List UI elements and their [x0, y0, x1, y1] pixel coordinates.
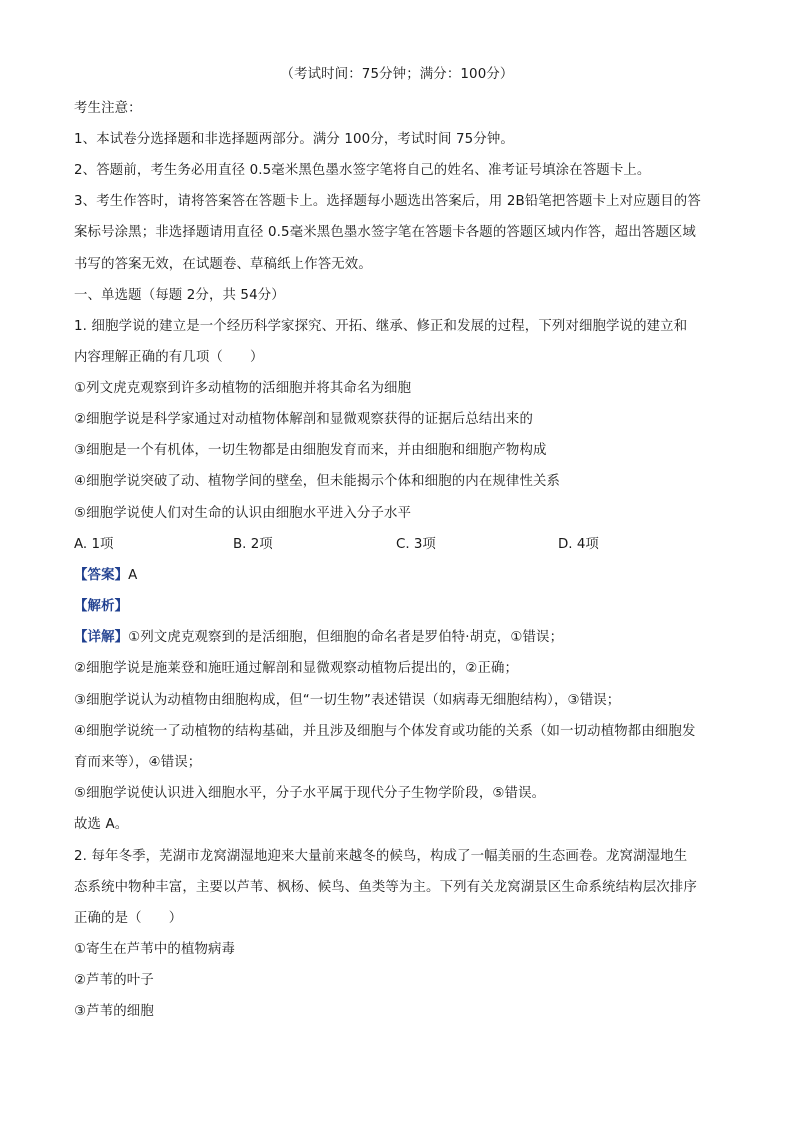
q1-analysis-line	[74, 598, 734, 616]
q1-detail-line: 育而来等），④错误；	[74, 755, 202, 770]
q2-statement: ③芦苇的细胞	[74, 1004, 154, 1019]
notice-item: 3、考生作答时，请将答案答在答题卡上。选择题每小题选出答案后，用 2B铅笔把答题卡上对应题目的答	[74, 194, 701, 209]
q1-detail-line: ⑤细胞学说使认识进入细胞水平，分子水平属于现代分子生物学阶段，⑤错误。	[74, 786, 546, 801]
exam-info: （考试时间：75分钟；满分：100分）	[280, 67, 514, 82]
notice-title: 考生注意：	[74, 101, 142, 116]
detail-tag: 【详解】	[74, 630, 129, 645]
detail-text: ①列文虎克观察到的是活细胞，但细胞的命名者是罗伯特·胡克，①错误；	[128, 630, 564, 645]
q1-statement: ③细胞是一个有机体，一切生物都是由细胞发育而来，并由细胞和细胞产物构成	[74, 443, 547, 458]
q1-option-c: C. 3项	[396, 537, 436, 552]
section-title: 一、单选题（每题 2分，共 54分）	[74, 288, 285, 303]
q2-statement: ①寄生在芦苇中的植物病毒	[74, 942, 236, 957]
q1-detail-line	[74, 629, 734, 647]
q1-option-a: A. 1项	[74, 537, 114, 552]
notice-item: 2、答题前，考生务必用直径 0.5毫米黑色墨水签字笔将自己的姓名、准考证号填涂在答题卡上。	[74, 163, 651, 178]
q1-stem-line: 内容理解正确的有几项（ ）	[74, 350, 264, 365]
q1-detail-line: ②细胞学说是施莱登和施旺通过解剖和显微观察动植物后提出的，②正确；	[74, 661, 519, 676]
q1-stem-line: 1. 细胞学说的建立是一个经历科学家探究、开拓、继承、修正和发展的过程，下列对细胞学说的建立和	[74, 319, 688, 334]
q2-stem-line: 正确的是（ ）	[74, 911, 183, 926]
q1-detail-line: ④细胞学说统一了动植物的结构基础，并且涉及细胞与个体发育或功能的关系（如一切动植物都由细胞发	[74, 724, 696, 739]
q1-statement: ②细胞学说是科学家通过对动植物体解剖和显微观察获得的证据后总结出来的	[74, 412, 533, 427]
q1-detail-line: ③细胞学说认为动植物由细胞构成，但“一切生物”表述错误（如病毒无细胞结构），③错误；	[74, 693, 621, 708]
q2-stem-line: 态系统中物种丰富，主要以芦苇、枫杨、候鸟、鱼类等为主。下列有关龙窝湖景区生命系统结构层次排序	[74, 880, 697, 895]
answer-tag: 【答案】	[74, 568, 129, 583]
q1-option-b: B. 2项	[233, 537, 273, 552]
q1-option-d: D. 4项	[558, 537, 599, 552]
q1-statement: ①列文虎克观察到许多动植物的活细胞并将其命名为细胞	[74, 381, 412, 396]
q2-stem-line: 2. 每年冬季，芜湖市龙窝湖湿地迎来大量前来越冬的候鸟，构成了一幅美丽的生态画卷。龙窝湖湿地生	[74, 849, 688, 864]
q1-statement: ④细胞学说突破了动、植物学间的壁垒，但未能揭示个体和细胞的内在规律性关系	[74, 474, 561, 489]
analysis-tag: 【解析】	[74, 599, 129, 614]
notice-item: 案标号涂黑；非选择题请用直径 0.5毫米黑色墨水签字笔在答题卡各题的答题区域内作答，超出答题区域	[74, 225, 696, 240]
q2-statement: ②芦苇的叶子	[74, 973, 154, 988]
notice-item: 1、本试卷分选择题和非选择题两部分。满分 100分，考试时间 75分钟。	[74, 132, 514, 147]
q1-answer-line	[74, 567, 734, 585]
q1-statement: ⑤细胞学说使人们对生命的认识由细胞水平进入分子水平	[74, 506, 412, 521]
q1-conclusion: 故选 A。	[74, 817, 129, 832]
answer-value: A	[128, 568, 138, 583]
notice-item: 书写的答案无效，在试题卷、草稿纸上作答无效。	[74, 257, 372, 272]
